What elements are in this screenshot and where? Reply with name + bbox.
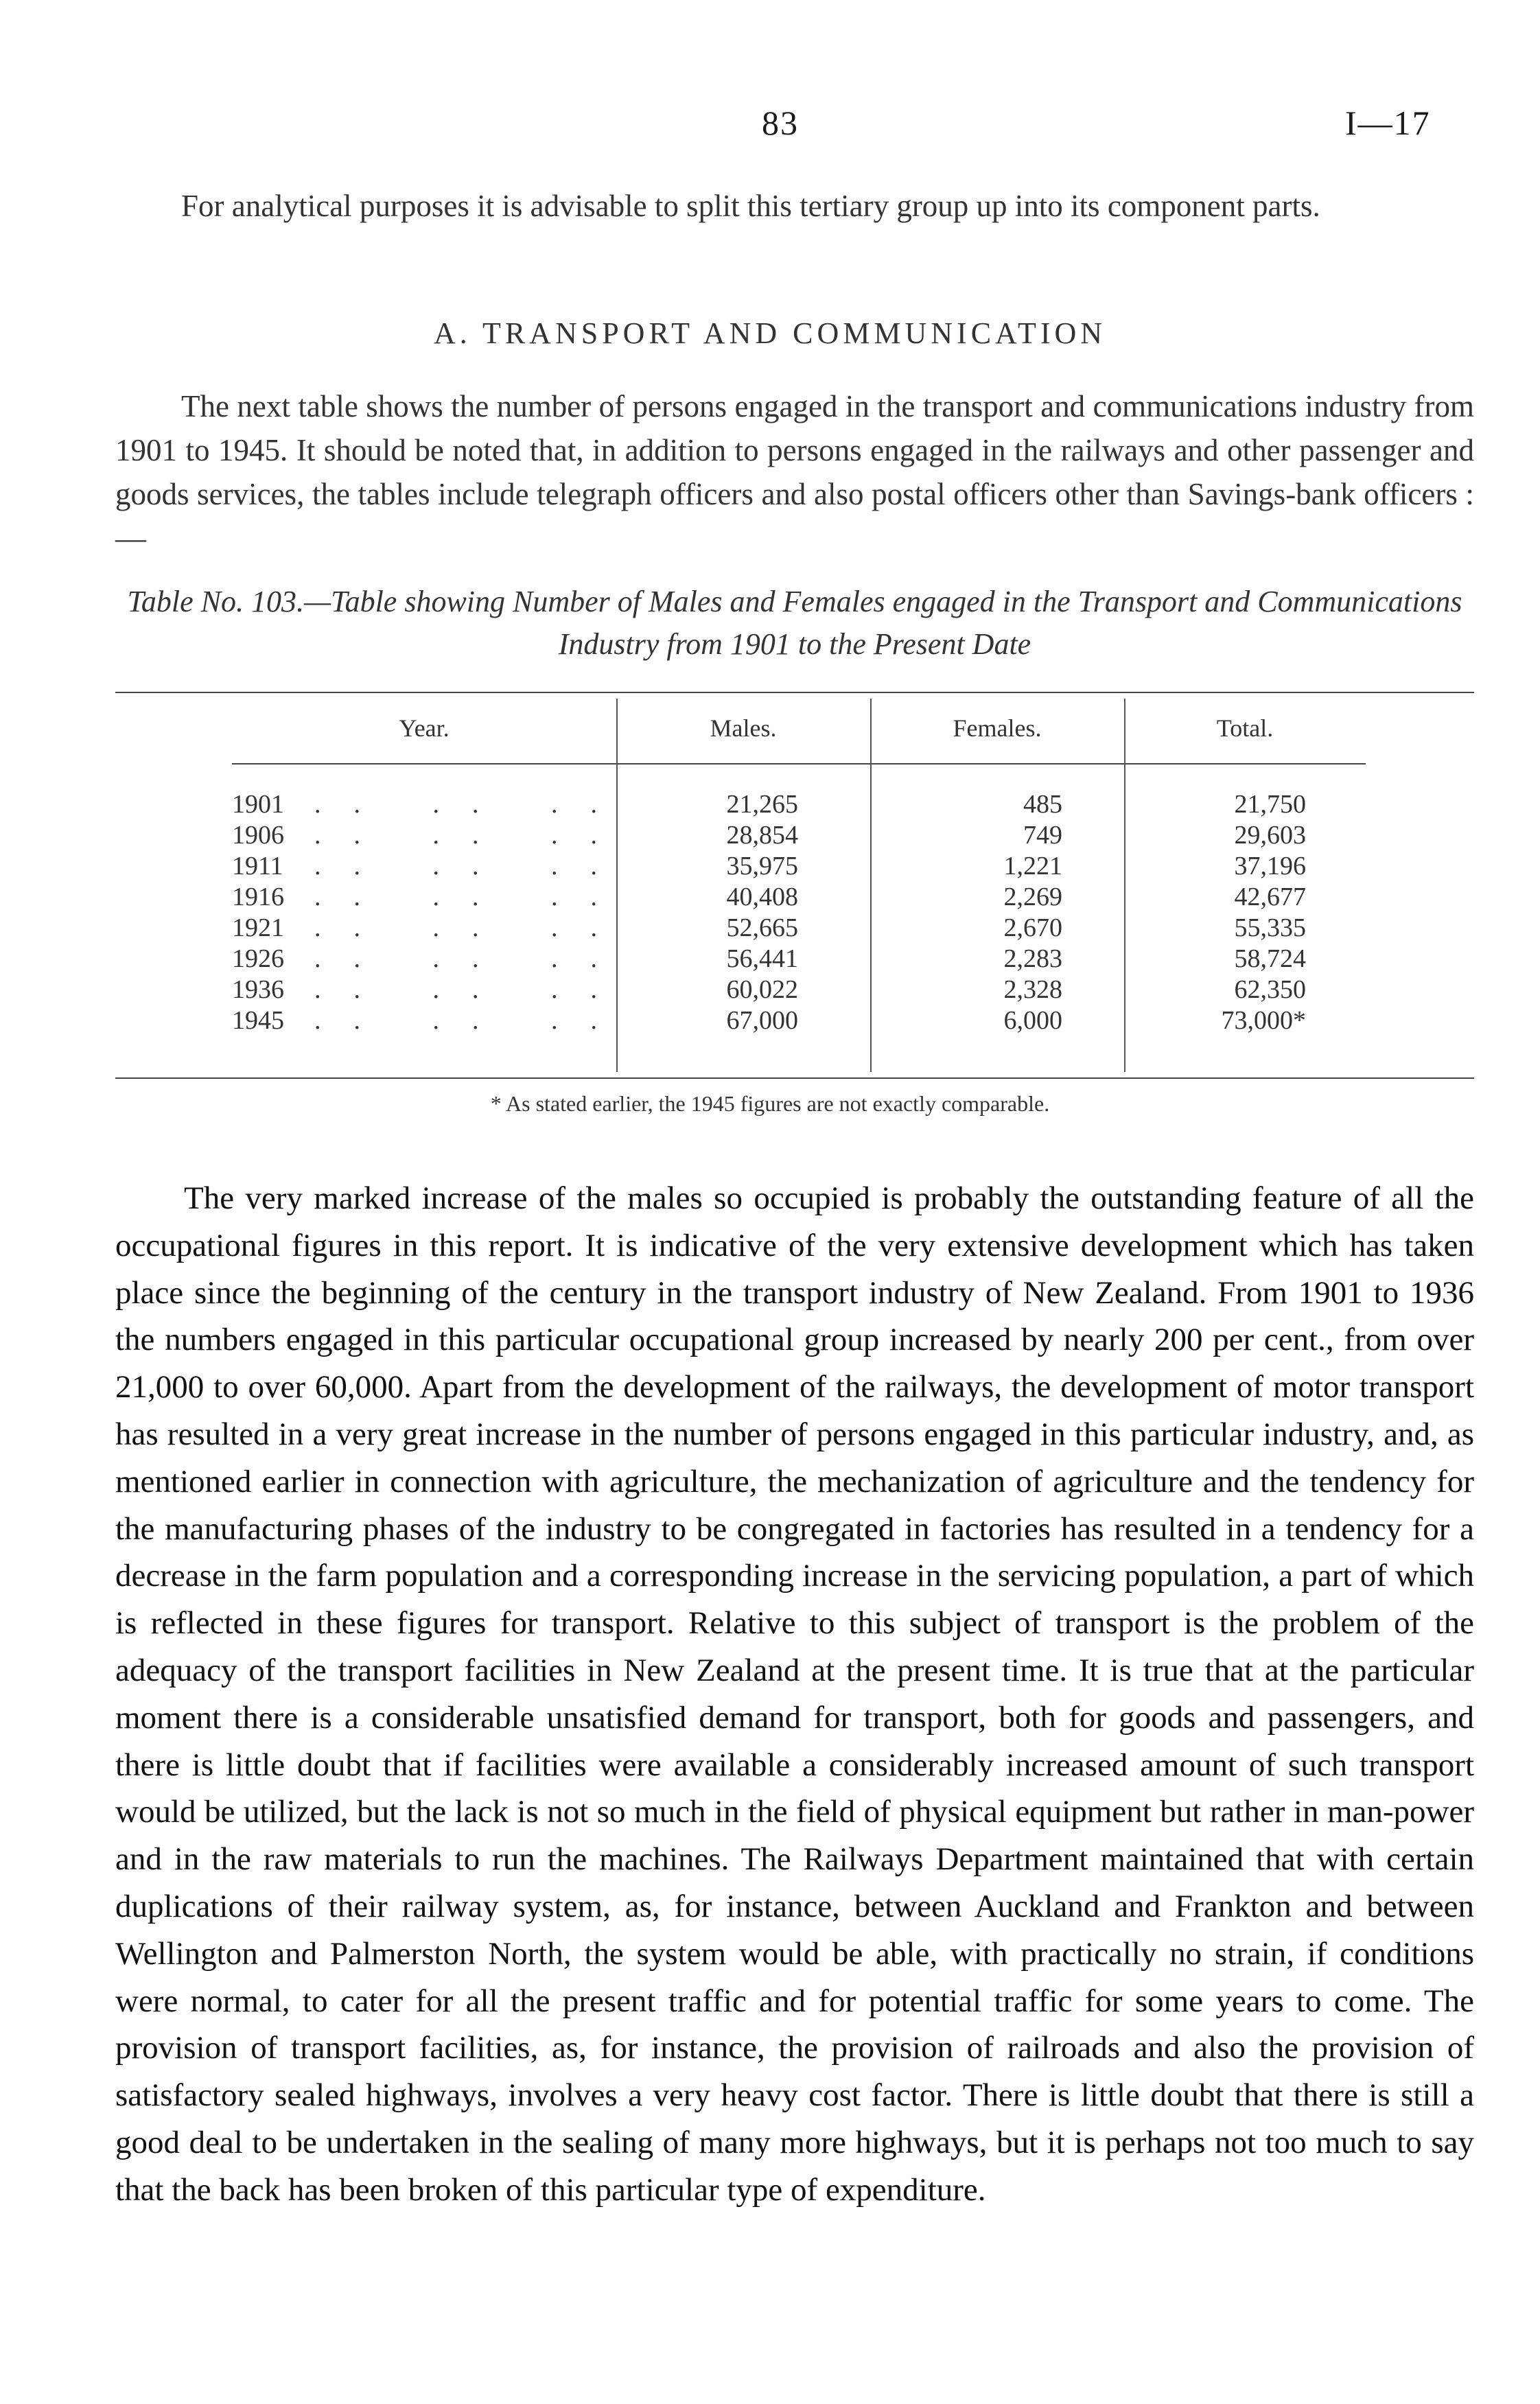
cell-total: 55,335 [1234, 913, 1306, 942]
cell-leader-dots: .. .. .. [314, 883, 630, 911]
table-header-rule [232, 763, 1366, 765]
cell-year: 1945 [232, 1006, 284, 1035]
cell-females: 485 [1023, 790, 1062, 819]
cell-males: 67,000 [726, 1006, 798, 1035]
table-row [232, 1005, 1366, 1036]
cell-leader-dots: .. .. .. [314, 790, 630, 819]
cell-year: 1921 [232, 913, 284, 942]
cell-males: 28,854 [726, 821, 798, 850]
cell-leader-dots: .. .. .. [314, 852, 630, 880]
section-intro-paragraph: The next table shows the number of persons engaged in the transport and communications industry from 1901 to 1945. It should be noted that, in addition to persons engaged in the railways and other passenger and goods services, the tables include telegraph officers and also postal officers other than Savings-bank officers :— [115, 389, 1474, 555]
cell-total: 21,750 [1234, 790, 1306, 819]
cell-total: 58,724 [1234, 944, 1306, 973]
cell-females: 2,328 [1003, 975, 1062, 1004]
cell-females: 2,269 [1003, 883, 1062, 911]
cell-males: 56,441 [726, 944, 798, 973]
cell-males: 60,022 [726, 975, 798, 1004]
table-row [232, 851, 1366, 882]
cell-leader-dots: .. .. .. [314, 913, 630, 942]
table-row [232, 882, 1366, 913]
cell-year: 1926 [232, 944, 284, 973]
cell-females: 6,000 [1003, 1006, 1062, 1035]
cell-total: 42,677 [1234, 883, 1306, 911]
cell-leader-dots: .. .. .. [314, 821, 630, 850]
table-row [232, 820, 1366, 851]
cell-total: 73,000* [1221, 1006, 1306, 1035]
cell-leader-dots: .. .. .. [314, 1006, 630, 1035]
cell-leader-dots: .. .. .. [314, 944, 630, 973]
table-bottom-rule [115, 1077, 1474, 1079]
cell-year: 1901 [232, 790, 284, 819]
table-row [232, 789, 1366, 820]
table-top-rule [115, 692, 1474, 693]
cell-males: 40,408 [726, 883, 798, 911]
table-row [232, 944, 1366, 975]
cell-year: 1906 [232, 821, 284, 850]
cell-females: 2,283 [1003, 944, 1062, 973]
cell-males: 52,665 [726, 913, 798, 942]
cell-males: 35,975 [726, 852, 798, 880]
cell-males: 21,265 [726, 790, 798, 819]
cell-total: 37,196 [1234, 852, 1306, 880]
cell-females: 2,670 [1003, 913, 1062, 942]
cell-females: 1,221 [1003, 852, 1062, 880]
document-reference: I—17 [1345, 104, 1431, 142]
cell-total: 62,350 [1234, 975, 1306, 1004]
cell-leader-dots: .. .. .. [314, 975, 630, 1004]
page-number: 83 [762, 104, 799, 142]
cell-year: 1936 [232, 975, 284, 1004]
cell-females: 749 [1023, 821, 1062, 850]
table-row [232, 975, 1366, 1005]
header-females: Females. [953, 714, 1042, 742]
cell-year: 1911 [232, 852, 283, 880]
body-paragraph: The very marked increase of the males so occupied is probably the outstanding feature of all the occupational figures in this report. It is indicative of the very extensive development which has taken place since the beginning of the century in the transport industry of New Zealand. From 1901 to 1936 the numbers engaged in this particular occupational group increased by nearly 200 per cent., from over 21,000 to over 60,000. Apart from the development of the railways, the development of motor transport has resulted in a very great increase in the number of persons engaged in this particular industry, and, as mentioned earlier in connection with agriculture, the mechanization of agriculture and the tendency for the manufacturing phases of the industry to be congregated in factories has resulted in a tendency for a decrease in the farm population and a corresponding increase in the servicing population, a part of which is reflected in these figures for transport. Relative to this subject of transport is the problem of the adequacy of the transport facilities in New Zealand at the present time. It is true that at the particular moment there is a considerable unsatisfied demand for transport, both for goods and passengers, and there is little doubt that if facilities were available a considerably increased amount of such transport would be utilized, but the lack is not so much in the field of physical equipment but rather in man-power and in the raw materials to run the machines. The Railways Department maintained that with certain duplications of their railway system, as, for instance, between Auckland and Frankton and between Wellington and Palmerston North, the system would be able, with practically no strain, if conditions were normal, to cater for all the present traffic and for potential traffic for some years to come. The provision of transport facilities, as, for instance, the provision of railroads and also the provision of satisfactory sealed highways, involves a very heavy cost factor. There is little doubt that there is still a good deal to be undertaken in the sealing of many more highways, but it is perhaps not too much to say that the back has been broken of this particular type of expenditure. [115, 1180, 1474, 2208]
header-males: Males. [710, 714, 777, 742]
section-heading: A. TRANSPORT AND COMMUNICATION [433, 316, 1107, 350]
header-total: Total. [1216, 714, 1274, 742]
intro-paragraph: For analytical purposes it is advisable to split this tertiary group up into its component parts. [181, 189, 1320, 223]
table-body [232, 789, 1366, 1036]
header-year: Year. [399, 714, 450, 742]
table-footnote: * As stated earlier, the 1945 figures are not exactly comparable. [490, 1091, 1050, 1116]
table-caption: Table No. 103.—Table showing Number of Males and Females engaged in the Transport and Communications Industry from 1901 to the Present Date [127, 585, 1462, 661]
cell-year: 1916 [232, 883, 284, 911]
table-row [232, 913, 1366, 944]
cell-total: 29,603 [1234, 821, 1306, 850]
